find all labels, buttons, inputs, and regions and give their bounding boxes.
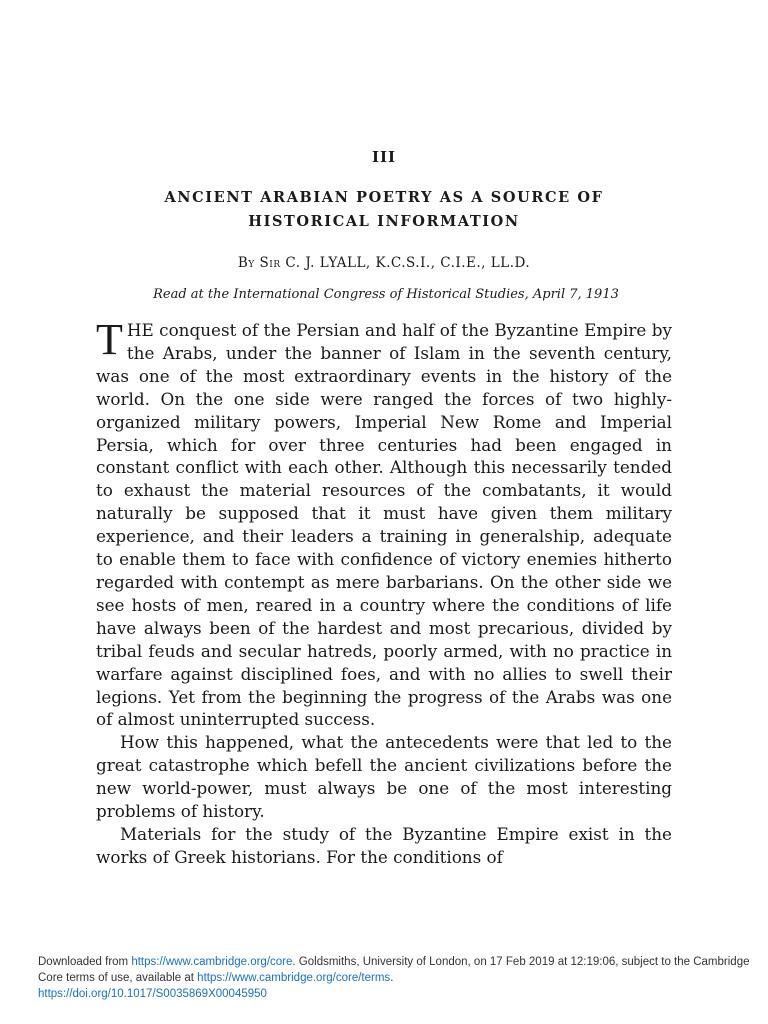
footer-period: . <box>390 972 394 984</box>
footer-access-info: . Goldsmiths, University of London, on 17 Feb 2019 at 12:19:06, subject to the Cambridge Core terms of use, available at <box>38 956 750 984</box>
footer-downloaded-label: Downloaded from <box>38 956 132 968</box>
terms-link[interactable]: https://www.cambridge.org/core/terms <box>197 972 391 984</box>
core-link[interactable]: https://www.cambridge.org/core <box>131 956 293 968</box>
author-byline <box>96 255 672 271</box>
paragraph-1 <box>96 315 672 731</box>
doi-link[interactable]: https://doi.org/10.1017/S0035869X00045950 <box>38 988 267 1000</box>
byline-prefix: By Sir <box>237 255 281 271</box>
title-line-2: HISTORICAL INFORMATION <box>248 213 520 230</box>
article-title <box>96 186 672 234</box>
chapter-number: III <box>371 148 397 166</box>
paragraph-1-text: HE conquest of the Persian and half of the Byzantine Empire by the Arabs, under the banner of Islam in the seventh century, was one of the most extraordinary events in the history of the world. On the one side were ranged the forces of two highly-organized military powers, Imperial New Rome and Imperial Persia, which for over three centuries had been engaged in constant conflict with each other. Although this necessarily tended to exhaust the material resources of the combatants, it would naturally be supposed that it must have given them military experience, and their leaders a training in generalship, adequate to enable them to face with confidence of victory enemies hitherto regarded with contempt as mere barbarians. On the other side we see hosts of men, reared in a country where the conditions of life have always been of the hardest and most precarious, divided by tribal feuds and secular hatreds, poorly armed, with no practice in warfare against disciplined foes, and with no allies to swell their legions. Yet from the beginning the progress of the Arabs was one of almost uninterrupted success. <box>96 320 672 730</box>
paragraph-3: Materials for the study of the Byzantine Empire exist in the works of Greek historians. For the conditions of <box>96 823 672 867</box>
drop-cap: T <box>96 315 123 364</box>
article-body <box>96 315 672 869</box>
author-name: C. J. LYALL, K.C.S.I., C.I.E., LL.D. <box>285 255 531 271</box>
download-footer <box>38 954 758 1002</box>
read-at-note: Read at the International Congress of Historical Studies, April 7, 1913 <box>153 287 619 302</box>
paragraph-2: How this happened, what the antecedents were that led to the great catastrophe which befell the ancient civilizations before the new world-power, must always be one of the most interesting problems of history. <box>96 732 672 822</box>
title-line-1: ANCIENT ARABIAN POETRY AS A SOURCE OF <box>164 189 604 206</box>
